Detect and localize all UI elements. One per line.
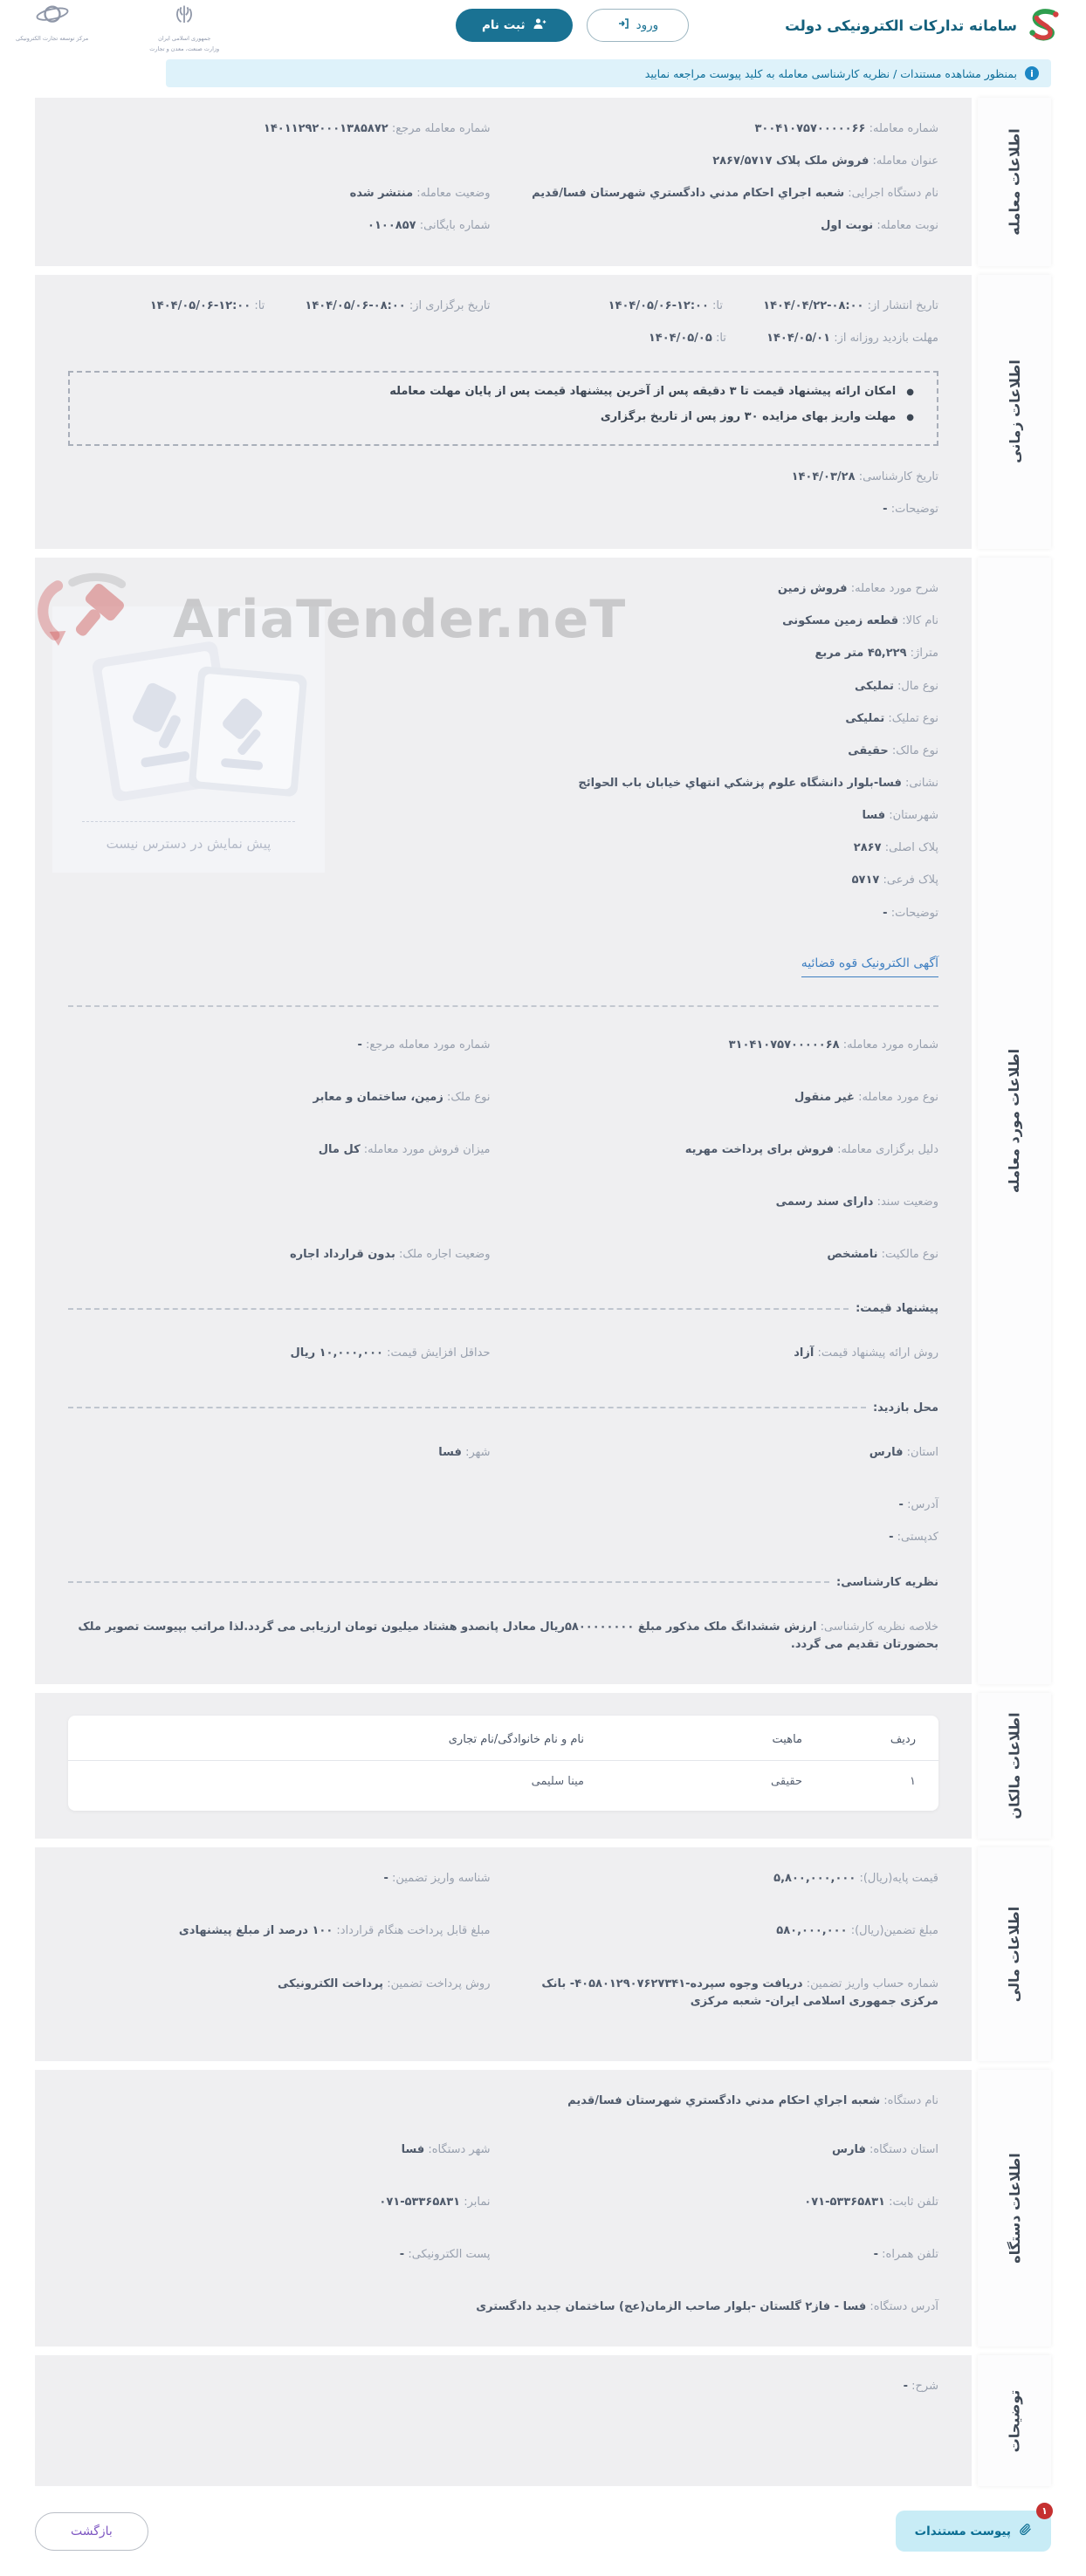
field-value: زمین، ساختمان و معابر — [313, 1090, 443, 1104]
field-value: ۲۸۶۷ — [853, 841, 882, 855]
section-notes-title: توضیحات — [1006, 2389, 1023, 2453]
field — [68, 905, 938, 922]
field-label: پلاک اصلی: — [884, 841, 938, 855]
register-button[interactable] — [456, 9, 573, 42]
owners-table — [68, 1716, 938, 1811]
register-button-label: ثبت نام — [481, 18, 526, 32]
field-value: ۰۷۱-۵۳۳۶۵۸۳۱ — [379, 2196, 461, 2209]
dashed-separator — [68, 1005, 938, 1007]
section-deal — [35, 98, 1051, 266]
subheader-dashes — [68, 1581, 829, 1583]
field — [68, 469, 938, 486]
field — [68, 1976, 491, 2011]
field — [68, 2378, 938, 2395]
field — [68, 1345, 491, 1362]
field — [68, 1497, 938, 1514]
field-label: نام کالا: — [902, 614, 938, 628]
iran-emblem-icon — [171, 2, 197, 33]
field-value: ۵۷۱۷ — [851, 874, 880, 887]
field-value: - — [357, 1038, 362, 1052]
field-value: ۱۴۰۴/۰۳/۲۸ — [791, 469, 856, 483]
field — [68, 2141, 491, 2159]
field-value: - — [883, 906, 888, 920]
field-label: شهرستان: — [889, 809, 938, 823]
field-value: تملیکی — [845, 711, 885, 725]
section-subject-label — [978, 558, 1051, 1684]
field — [68, 298, 491, 315]
field — [517, 1345, 939, 1362]
field — [68, 2194, 491, 2211]
field-label: تلفن همراه: — [882, 2248, 938, 2262]
rule-item — [93, 385, 914, 398]
field — [68, 872, 938, 889]
field — [68, 1619, 938, 1654]
section-agency-title: اطلاعات دستگاه — [1006, 2153, 1023, 2264]
rule-item — [93, 410, 914, 423]
field-value: ۱۰,۰۰۰,۰۰۰ ریال — [290, 1346, 383, 1360]
table-row — [68, 1761, 938, 1802]
bullet-icon: ● — [906, 412, 914, 422]
image-preview-placeholder — [52, 606, 325, 873]
section-agency-label — [978, 2070, 1051, 2347]
brand-title: سامانه تدارکات الکترونیکی دولت — [785, 17, 1017, 34]
field-value: - — [883, 502, 888, 516]
brand — [785, 6, 1062, 45]
field-label: توضیحات: — [890, 502, 938, 516]
field — [68, 185, 491, 202]
field-value: فسا — [401, 2142, 425, 2156]
field-value: ۱۴۰۱۱۲۹۲۰۰۰۱۳۸۵۸۷۲ — [263, 122, 388, 135]
field-label: تا: — [712, 298, 724, 312]
field-value: - — [399, 2248, 405, 2262]
field-value: حقیقی — [848, 743, 889, 757]
field — [517, 185, 939, 202]
field-label: تاریخ انتشار از: — [867, 298, 938, 312]
field-label: تا: — [254, 298, 265, 312]
field-label: استان: — [906, 1445, 938, 1459]
gavel-photos-icon — [58, 622, 320, 813]
field-value: آزاد — [794, 1346, 814, 1360]
ministry-caption-1: جمهوری اسلامی ایران — [158, 35, 211, 43]
field — [517, 217, 939, 235]
field-value: فارس — [832, 2142, 866, 2156]
field-empty — [68, 153, 491, 170]
field-label: پلاک فرعی: — [883, 874, 938, 887]
field-value: قطعه زمین مسکونی — [782, 614, 899, 628]
field — [517, 2246, 939, 2264]
price-fields — [68, 1345, 938, 1397]
section-financial-title: اطلاعات مالی — [1006, 1906, 1023, 2003]
field-value: فروش زمین — [777, 582, 848, 596]
login-icon — [617, 17, 629, 33]
field-label: خلاصه نظریه کارشناسی: — [820, 1620, 938, 1634]
field-value: ۱۴۰۴/۰۵/۰۱ — [766, 331, 831, 345]
ecdc-logo — [16, 2, 88, 44]
field-label: تاریخ برگزاری از: — [409, 298, 491, 312]
field-value: دریافت وجوه سپرده-۴۰۵۸۰۱۲۹۰۷۶۲۷۳۴۱- بانک مرکزی جمهوری اسلامی ایران- شعبه مرکزی — [541, 1977, 938, 2008]
section-timing-label — [978, 275, 1051, 550]
field — [68, 1089, 491, 1106]
section-deal-title: اطلاعات معامله — [1006, 128, 1023, 236]
ecdc-caption: مرکز توسعه تجارت الکترونیکی — [16, 35, 89, 43]
field — [517, 120, 939, 138]
field-value: فسا - فاز۲ گلستان -بلوار صاحب الزمان(عج) ساختمان جدید دادگستری — [476, 2300, 867, 2314]
field-empty — [68, 330, 491, 347]
column-header: ردیف — [890, 1733, 916, 1747]
field-label: پست الکترونیکی: — [408, 2248, 491, 2262]
subheader-dashes — [68, 1407, 866, 1408]
field-label: نوع مالک: — [891, 743, 938, 757]
field-label: وضعیت سند: — [876, 1196, 938, 1209]
field-value: فروش ملک پلاک ۲۸۶۷/۵۷۱۷ — [712, 154, 869, 168]
field-value: فسا — [862, 809, 886, 823]
field-value: شعبه اجراي احكام مدني دادگستري شهرستان فسا/قدیم — [567, 2093, 881, 2107]
field-label: نوع مورد معامله: — [858, 1090, 938, 1104]
owners-table-header — [68, 1719, 938, 1761]
section-notes-label — [978, 2355, 1051, 2486]
column-header: نام و نام خانوادگی/نام تجاری — [448, 1733, 584, 1747]
field-value: ۳۱۰۴۱۰۷۵۷۰۰۰۰۰۶۸ — [728, 1038, 840, 1052]
field-value: منتشر شده — [349, 187, 414, 201]
field — [68, 1246, 491, 1264]
ministry-caption-2: وزارت صنعت، معدن و تجارت — [149, 45, 220, 52]
field-label: توضیحات: — [890, 906, 938, 920]
field-label: نوع مال: — [897, 679, 938, 693]
field-empty — [68, 1194, 491, 1211]
field — [68, 2093, 938, 2110]
login-button[interactable] — [587, 9, 690, 42]
field — [68, 2299, 938, 2316]
section-subject — [35, 558, 1051, 1684]
field-label: تلفن ثابت: — [889, 2196, 938, 2209]
subheader-label: پیشنهاد قیمت: — [856, 1302, 938, 1316]
section-owners — [35, 1693, 1051, 1839]
field-label: کدپستی: — [897, 1530, 938, 1544]
field-label: روش پرداخت تضمین: — [387, 1977, 491, 1990]
field — [517, 1870, 939, 1887]
field — [68, 1529, 938, 1546]
attach-count-badge: ۱ — [1036, 2503, 1053, 2519]
field-label: شماره معامله مرجع: — [391, 122, 491, 135]
field — [517, 1246, 939, 1264]
ministry-logo — [149, 2, 219, 54]
field-value: ۱۴۰۴/۰۵/۰۶-۱۲:۰۰ — [608, 298, 709, 312]
field-value: ۱۴۰۴/۰۵/۰۶-۱۲:۰۰ — [149, 298, 251, 312]
field-value: فسا — [438, 1445, 462, 1459]
field-label: نوع مالکیت: — [881, 1248, 938, 1262]
field-value: فارس — [869, 1445, 904, 1459]
subheader-dashes — [68, 1308, 849, 1310]
rule-text: مهلت واریز بهای مزایده ۳۰ روز پس از تاریخ برگزاری — [600, 409, 897, 423]
field — [68, 2246, 491, 2264]
section-deal-label — [978, 98, 1051, 266]
field — [517, 1922, 939, 1940]
field-label: شماره مورد معامله مرجع: — [365, 1038, 491, 1052]
field-value: کل مال — [318, 1142, 361, 1156]
financial-fields — [68, 1870, 938, 2045]
subheader-label: محل بازدید: — [872, 1401, 938, 1415]
field-value: تملیکی — [854, 679, 894, 693]
field-label: نوع ملک: — [446, 1090, 491, 1104]
field — [68, 217, 491, 235]
field-value: ۱۴۰۴/۰۵/۰۵ — [648, 331, 712, 345]
field-value: ۱۴۰۴/۰۵/۰۶-۰۸:۰۰ — [305, 298, 406, 312]
field-value: ارزش ششدانگ ملک مذکور مبلغ ۵۸۰۰۰۰۰۰۰۰ریال معادل پانصدو هشتاد میلیون تومان ارزیابی می گردد.لذا مراتب بپیوست تصویر ملک بحضورتان تقدیم می گردد. — [78, 1620, 938, 1652]
field-value: بدون قرارداد اجاره — [290, 1248, 395, 1262]
field-label: تا: — [715, 331, 726, 345]
field-label: وضعیت اجاره ملک: — [398, 1248, 491, 1262]
section-owners-label — [978, 1693, 1051, 1839]
owner-name: مینا سلیمی — [531, 1775, 584, 1789]
section-notes — [35, 2355, 1051, 2486]
field-label: دلیل برگزاری معامله: — [837, 1142, 938, 1156]
field — [517, 1037, 939, 1054]
column-header: ماهیت — [772, 1733, 802, 1747]
field-label: قیمت پایه(ریال): — [859, 1872, 938, 1886]
field-value: - — [903, 2380, 909, 2394]
deal-fields — [68, 120, 938, 250]
field — [68, 580, 938, 598]
field-label: شماره حساب واریز تضمین: — [806, 1977, 938, 1990]
field-value: ۱۰۰ درصد از مبلغ پیشنهادی — [178, 1924, 333, 1938]
owner-row-index: ۱ — [910, 1775, 916, 1789]
section-timing-title: اطلاعات زمانی — [1006, 360, 1023, 464]
field-label: وضعیت معامله: — [416, 187, 491, 201]
field-label: میزان فروش مورد معامله: — [363, 1142, 491, 1156]
price-subheader — [68, 1302, 938, 1315]
field-label: نام دستگاه: — [883, 2093, 938, 2107]
judiciary-ad-link[interactable]: آگهی الکترونیک قوه قضائیه — [801, 956, 938, 977]
field-value: ۴۵,۲۲۹ متر مربع — [814, 647, 907, 661]
field — [517, 1976, 939, 2011]
field-value: دارای سند رسمی — [775, 1196, 874, 1209]
section-timing — [35, 275, 1051, 550]
field-label: مبلغ قابل پرداخت هنگام قرارداد: — [336, 1924, 491, 1938]
page-footer — [0, 2495, 1086, 2576]
attachment-notice-bar — [166, 59, 1051, 87]
field-label: نام دستگاه اجرایی: — [848, 187, 938, 201]
field-label: نشانی: — [904, 776, 938, 790]
field-value: ۵,۸۰۰,۰۰۰,۰۰۰ — [773, 1872, 856, 1886]
field-value: - — [898, 1497, 904, 1511]
notice-text: بمنظور مشاهده مستندات / نظریه کارشناسی معامله به کلید پیوست مراجعه نمایید — [644, 66, 1017, 80]
field-label: استان دستگاه: — [869, 2142, 938, 2156]
bullet-icon: ● — [906, 387, 914, 397]
field-value: ۱۴۰۴/۰۴/۲۲-۰۸:۰۰ — [763, 298, 864, 312]
field-label: آدرس دستگاه: — [869, 2300, 938, 2314]
field-value: - — [873, 2248, 878, 2262]
field-value: - — [383, 1872, 388, 1886]
field — [517, 298, 939, 315]
field — [68, 1141, 491, 1159]
field-label: حداقل افزایش قیمت: — [387, 1346, 491, 1360]
owner-nature: حقیقی — [771, 1775, 802, 1789]
info-icon: i — [1025, 66, 1039, 80]
field-label: شماره معامله: — [869, 122, 938, 135]
field-label: شماره مورد معامله: — [842, 1038, 938, 1052]
field — [517, 2141, 939, 2159]
login-button-label: ورود — [636, 18, 659, 32]
watermark-text: AriaTender.neT — [173, 589, 627, 651]
expert-subheader — [68, 1576, 938, 1589]
field-value: غیر منقول — [794, 1090, 855, 1104]
paperclip-icon — [1019, 2523, 1032, 2539]
field-label: نوبت معامله: — [876, 219, 938, 233]
field — [517, 1444, 939, 1462]
field-label: مبلغ تضمین(ریال): — [850, 1924, 938, 1938]
back-button[interactable]: بازگشت — [35, 2512, 148, 2551]
field-value: فروش برای پرداخت مهریه — [684, 1142, 835, 1156]
field-label: شماره بایگانی: — [419, 219, 491, 233]
field — [517, 1194, 939, 1211]
field — [68, 1037, 491, 1054]
field-label: شهر: — [465, 1445, 491, 1459]
field — [517, 330, 939, 347]
field-value: ۳۰۰۴۱۰۷۵۷۰۰۰۰۰۶۶ — [754, 122, 866, 135]
field-value: شعبه اجراي احكام مدني دادگستري شهرستان فسا/قدیم — [532, 187, 845, 201]
field-label: شناسه واریز تضمین: — [392, 1872, 491, 1886]
subheader-label: نظریه کارشناسی: — [836, 1575, 938, 1589]
rule-text: امکان ارائه پیشنهاد قیمت تا ۳ دقیقه پس از آخرین پیشنهاد قیمت پس از پایان مهلت معامله — [389, 384, 897, 398]
field — [517, 1089, 939, 1106]
field — [68, 501, 938, 518]
timing-dates — [68, 298, 938, 362]
visit-subheader — [68, 1401, 938, 1415]
field — [68, 1870, 491, 1887]
field — [68, 120, 491, 138]
section-financial-label — [978, 1847, 1051, 2061]
field-label: عنوان معامله: — [872, 154, 938, 168]
visit-fields — [68, 1444, 938, 1497]
section-financial — [35, 1847, 1051, 2061]
field-value: فسا-بلوار دانشگاه علوم پزشكي انتهاي خيابان باب الحوائج — [578, 776, 902, 790]
section-owners-title: اطلاعات مالکان — [1006, 1712, 1023, 1819]
government-logos — [9, 2, 219, 54]
field-label: نوع تملیک: — [888, 711, 938, 725]
field-value: پرداخت الکترونیکی — [278, 1977, 384, 1990]
attach-documents-button[interactable] — [896, 2505, 1051, 2552]
globe-orbit-icon — [33, 2, 72, 33]
field-value: ۰۱۰۰۸۵۷ — [368, 219, 416, 233]
field-label: نمابر: — [464, 2196, 491, 2209]
placeholder-text: پیش نمایش در دسترس نیست — [106, 836, 272, 853]
field — [517, 153, 939, 170]
field-value: ۵۸۰,۰۰۰,۰۰۰ — [776, 1924, 848, 1938]
attach-button-label: پیوست مستندات — [914, 2524, 1011, 2538]
field-label: متراژ: — [910, 647, 938, 661]
field — [517, 1141, 939, 1159]
field-label: تاریخ کارشناسی: — [858, 469, 938, 483]
agency-fields — [68, 2141, 938, 2299]
timing-rules-box — [68, 371, 938, 446]
field-value: نامشخص — [827, 1248, 878, 1262]
field-label: مهلت بازدید روزانه از: — [834, 331, 938, 345]
field-value: - — [889, 1530, 894, 1544]
field-value: ۰۷۱-۵۳۳۶۵۸۳۱ — [804, 2196, 885, 2209]
section-subject-title: اطلاعات مورد معامله — [1006, 1049, 1023, 1194]
field-value: نوبت اول — [821, 219, 874, 233]
field — [517, 2194, 939, 2211]
field — [68, 1444, 491, 1462]
field-label: شهر دستگاه: — [428, 2142, 491, 2156]
field-label: آدرس: — [907, 1497, 938, 1511]
field — [68, 1922, 491, 1940]
person-plus-icon — [533, 17, 546, 33]
field-label: شرح: — [911, 2380, 938, 2394]
field-label: شرح مورد معامله: — [850, 582, 938, 596]
placeholder-divider — [82, 821, 294, 822]
app-header — [0, 0, 1086, 51]
field-label: روش ارائه پیشنهاد قیمت: — [817, 1346, 938, 1360]
setadiran-logo-icon — [1025, 6, 1062, 45]
subject-fields — [68, 1037, 938, 1299]
section-agency — [35, 2070, 1051, 2347]
